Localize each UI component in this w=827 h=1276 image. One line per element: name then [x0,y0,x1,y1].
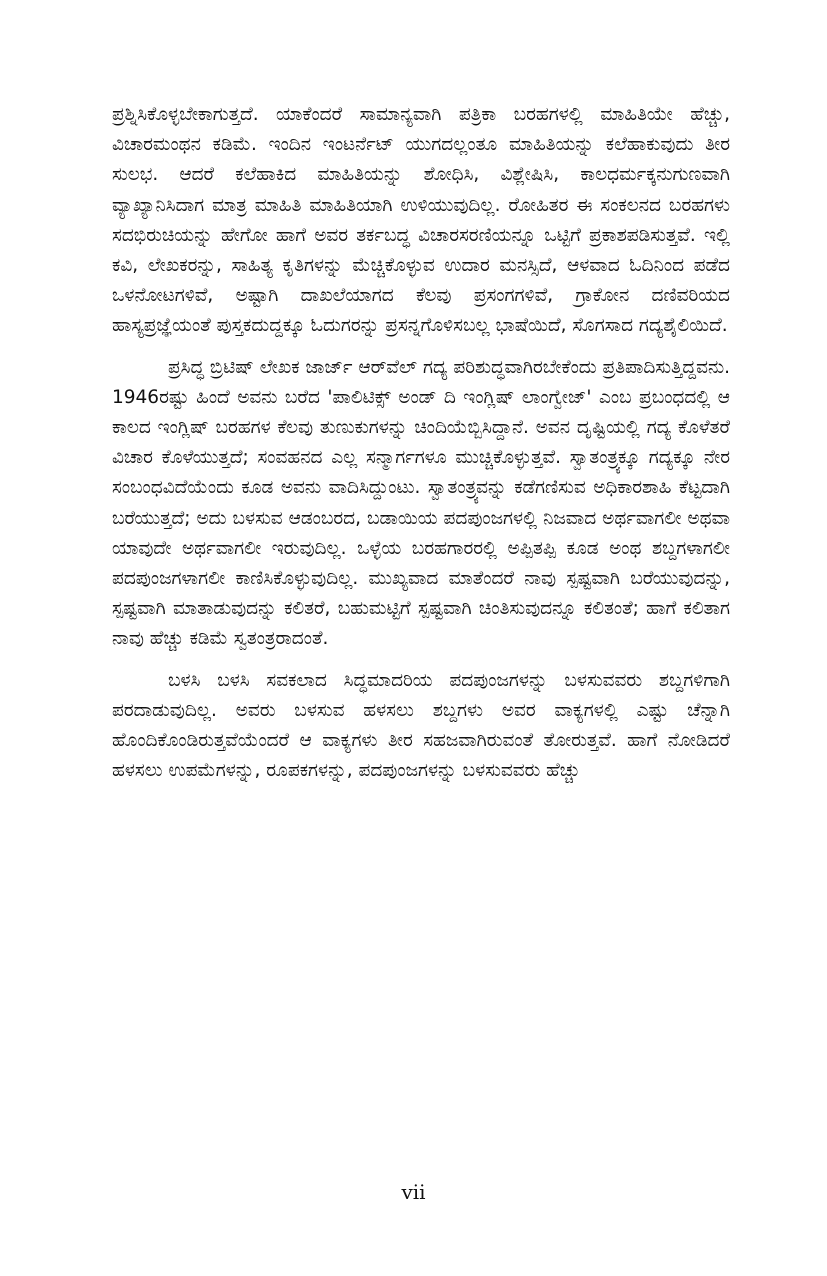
paragraph-3: ಬಳಸಿ ಬಳಸಿ ಸವಕಲಾದ ಸಿದ್ಧಮಾದರಿಯ ಪದಪುಂಜಗಳನ್ನು ಬಳಸುವವರು ಶಬ್ದಗಳಿಗಾಗಿ ಪರದಾಡುವುದಿಲ್ಲ. ಅವರು ಬಳಸುವ ಹಳಸಲು ಶಬ್ದಗಳು ಅವರ ವಾಕ್ಯಗಳಲ್ಲಿ ಎಷ್ಟು ಚೆನ್ನಾಗಿ ಹೊಂದಿಕೊಂಡಿರುತ್ತವೆಯೆಂದರೆ ಆ ವಾಕ್ಯಗಳು ತೀರ ಸಹಜವಾಗಿರುವಂತೆ ತೋರುತ್ತವೆ. ಹಾಗೆ ನೋಡಿದರೆ ಹಳಸಲು ಉಪಮೆಗಳನ್ನು, ರೂಪಕಗಳನ್ನು, ಪದಪುಂಜಗಳನ್ನು ಬಳಸುವವರು ಹೆಚ್ಚು [112,669,730,782]
paragraph-2: ಪ್ರಸಿದ್ಧ ಬ್ರಿಟಿಷ್ ಲೇಖಕ ಜಾರ್ಜ್ ಆರ್‌ವೆಲ್ ಗದ್ಯ ಪರಿಶುದ್ಧವಾಗಿರಬೇಕೆಂದು ಪ್ರತಿಪಾದಿಸುತ್ತಿದ್ದವನು. 1946ರಷ್ಟು ಹಿಂದೆ ಅವನು ಬರೆದ 'ಪಾಲಿಟಿಕ್ಸ್ ಅಂಡ್ ದಿ ಇಂಗ್ಲಿಷ್ ಲಾಂಗ್ವೇಜ್' ಎಂಬ ಪ್ರಬಂಧದಲ್ಲಿ ಆ ಕಾಲದ ಇಂಗ್ಲಿಷ್ ಬರಹಗಳ ಕೆಲವು ತುಣುಕುಗಳನ್ನು ಚಿಂದಿಯೆಬ್ಬಿಸಿದ್ದಾನೆ. ಅವನ ದೃಷ್ಟಿಯಲ್ಲಿ ಗದ್ಯ ಕೊಳೆತರೆ ವಿಚಾರ ಕೊಳೆಯುತ್ತದೆ; ಸಂವಹನದ ಎಲ್ಲ ಸನ್ಮಾರ್ಗಗಳೂ ಮುಚ್ಚಿಕೊಳ್ಳುತ್ತವೆ. ಸ್ವಾತಂತ್ರ್ಯಕ್ಕೂ ಗದ್ಯಕ್ಕೂ ನೇರ ಸಂಬಂಧವಿದೆಯೆಂದು ಕೂಡ ಅವನು ವಾದಿಸಿದ್ದುಂಟು. ಸ್ವಾತಂತ್ರ್ಯವನ್ನು ಕಡೆಗಣಿಸುವ ಅಧಿಕಾರಶಾಹಿ ಕೆಟ್ಟದಾಗಿ ಬರೆಯುತ್ತದೆ; ಅದು ಬಳಸುವ ಆಡಂಬರದ, ಬಡಾಯಿಯ ಪದಪುಂಜಗಳಲ್ಲಿ ನಿಜವಾದ ಅರ್ಥವಾಗಲೀ ಅಥವಾ ಯಾವುದೇ ಅರ್ಥವಾಗಲೀ ಇರುವುದಿಲ್ಲ. ಒಳ್ಳೆಯ ಬರಹಗಾರರಲ್ಲಿ ಅಪ್ಪಿತಪ್ಪಿ ಕೂಡ ಅಂಥ ಶಬ್ದಗಳಾಗಲೀ ಪದಪುಂಜಗಳಾಗಲೀ ಕಾಣಿಸಿಕೊಳ್ಳುವುದಿಲ್ಲ. ಮುಖ್ಯವಾದ ಮಾತೆಂದರೆ ನಾವು ಸ್ಪಷ್ಟವಾಗಿ ಬರೆಯುವುದನ್ನು, ಸ್ಪಷ್ಟವಾಗಿ ಮಾತಾಡುವುದನ್ನು ಕಲಿತರೆ, ಬಹುಮಟ್ಟಿಗೆ ಸ್ಪಷ್ಟವಾಗಿ ಚಿಂತಿಸುವುದನ್ನೂ ಕಲಿತಂತೆ; ಹಾಗೆ ಕಲಿತಾಗ ನಾವು ಹೆಚ್ಚು ಕಡಿಮೆ ಸ್ವತಂತ್ರರಾದಂತೆ. [112,356,730,650]
paragraph-1: ಪ್ರಶ್ನಿಸಿಕೊಳ್ಳಬೇಕಾಗುತ್ತದೆ. ಯಾಕೆಂದರೆ ಸಾಮಾನ್ಯವಾಗಿ ಪತ್ರಿಕಾ ಬರಹಗಳಲ್ಲಿ ಮಾಹಿತಿಯೇ ಹೆಚ್ಚು, ವಿಚಾರಮಂಥನ ಕಡಿಮೆ. ಇಂದಿನ ಇಂಟರ್ನೆಟ್ ಯುಗದಲ್ಲಂತೂ ಮಾಹಿತಿಯನ್ನು ಕಲೆಹಾಕುವುದು ತೀರ ಸುಲಭ. ಆದರೆ ಕಲೆಹಾಕಿದ ಮಾಹಿತಿಯನ್ನು ಶೋಧಿಸಿ, ವಿಶ್ಲೇಷಿಸಿ, ಕಾಲಧರ್ಮಕ್ಕನುಗುಣವಾಗಿ ವ್ಯಾಖ್ಯಾನಿಸಿದಾಗ ಮಾತ್ರ ಮಾಹಿತಿ ಮಾಹಿತಿಯಾಗಿ ಉಳಿಯುವುದಿಲ್ಲ. ರೋಹಿತರ ಈ ಸಂಕಲನದ ಬರಹಗಳು ಸದಭಿರುಚಿಯನ್ನು ಹೇಗೋ ಹಾಗೆ ಅವರ ತರ್ಕಬದ್ಧ ವಿಚಾರಸರಣಿಯನ್ನೂ ಒಟ್ಟಿಗೆ ಪ್ರಕಾಶಪಡಿಸುತ್ತವೆ. ಇಲ್ಲಿ ಕವಿ, ಲೇಖಕರನ್ನು, ಸಾಹಿತ್ಯ ಕೃತಿಗಳನ್ನು ಮೆಚ್ಚಿಕೊಳ್ಳುವ ಉದಾರ ಮನಸ್ಸಿದೆ, ಆಳವಾದ ಓದಿನಿಂದ ಪಡೆದ ಒಳನೋಟಗಳಿವೆ, ಅಷ್ಟಾಗಿ ದಾಖಲೆಯಾಗದ ಕೆಲವು ಪ್ರಸಂಗಗಳಿವೆ, ಗ್ರಾಕೋನ ದಣಿವರಿಯದ ಹಾಸ್ಯಪ್ರಜ್ಞೆಯಂತೆ ಪುಸ್ತಕದುದ್ದಕ್ಕೂ ಓದುಗರನ್ನು ಪ್ರಸನ್ನಗೊಳಿಸಬಲ್ಲ ಭಾಷೆಯಿದೆ, ಸೊಗಸಾದ ಗದ್ಯಶೈಲಿಯಿದೆ. [112,104,730,337]
page-number: vii [401,1180,426,1204]
body-text [112,100,730,786]
